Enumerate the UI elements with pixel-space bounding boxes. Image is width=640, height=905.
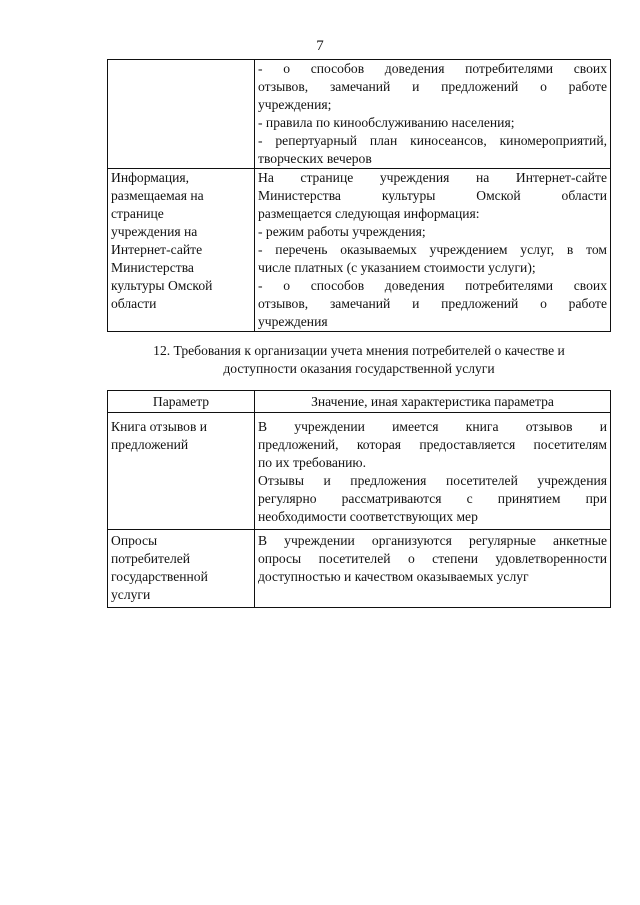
table-row	[108, 60, 611, 169]
text-line: по их требованию.	[258, 455, 366, 470]
text-line: размещается следующая информация:	[258, 206, 480, 221]
text-line: - о способов доведения потребителями своих	[258, 61, 607, 76]
text-line: странице	[111, 206, 164, 221]
table-header-row	[108, 391, 611, 413]
text-line: Информация,	[111, 170, 190, 185]
text-line: отзывов, замечаний и предложений о работе	[258, 296, 607, 311]
text-line: Опросы	[111, 533, 158, 548]
text-line: учреждения на	[111, 224, 198, 239]
column-header-value: Значение, иная характеристика параметра	[255, 391, 611, 413]
feedback-table-value-cell	[255, 530, 611, 608]
text-line: размещаемая на	[111, 188, 204, 203]
text-line: На странице учреждения на Интернет-сайте	[258, 170, 607, 185]
page-number: 7	[316, 38, 324, 54]
text-line: предложений	[111, 437, 189, 452]
info-table-value-cell	[255, 60, 611, 169]
info-table	[107, 59, 611, 332]
feedback-table-param-cell	[108, 413, 255, 530]
text-line: потребителей	[111, 551, 191, 566]
feedback-table	[107, 390, 611, 608]
text-line: государственной	[111, 569, 208, 584]
text-line: учреждения;	[258, 97, 332, 112]
info-table-value-cell	[255, 169, 611, 332]
text-line: Министерства	[111, 260, 194, 275]
section-heading-line: доступности оказания государственной услуги	[223, 361, 495, 376]
table-row	[108, 169, 611, 332]
feedback-table-value-cell	[255, 413, 611, 530]
text-line: учреждения	[258, 314, 328, 329]
text-line: В учреждении имеется книга отзывов и	[258, 419, 607, 434]
table-row	[108, 413, 611, 530]
text-line: - репертуарный план киносеансов, киномероприятий,	[258, 133, 607, 148]
text-line: числе платных (с указанием стоимости услуги);	[258, 260, 536, 275]
text-line: доступностью и качеством оказываемых услуг	[258, 569, 529, 584]
section-heading	[107, 342, 611, 378]
section-heading-line: 12. Требования к организации учета мнения потребителей о качестве и	[153, 343, 565, 358]
info-table-param-cell	[108, 169, 255, 332]
table-row	[108, 530, 611, 608]
text-line: - правила по кинообслуживанию населения;	[258, 115, 515, 130]
text-line: услуги	[111, 587, 151, 602]
text-line: Книга отзывов и	[111, 419, 208, 434]
text-line: культуры Омской	[111, 278, 213, 293]
text-line: опросы посетителей о степени удовлетворенности	[258, 551, 607, 566]
info-table-param-cell	[108, 60, 255, 169]
text-line: Интернет-сайте	[111, 242, 203, 257]
text-line: - о способов доведения потребителями своих	[258, 278, 607, 293]
text-line: регулярно рассматриваются с принятием при	[258, 491, 607, 506]
text-line: области	[111, 296, 157, 311]
text-line: Отзывы и предложения посетителей учреждения	[258, 473, 607, 488]
column-header-parameter: Параметр	[108, 391, 255, 413]
text-line: необходимости соответствующих мер	[258, 509, 478, 524]
text-line: В учреждении организуются регулярные анкетные	[258, 533, 607, 548]
text-line: - перечень оказываемых учреждением услуг, в том	[258, 242, 607, 257]
feedback-table-param-cell	[108, 530, 255, 608]
text-line: Министерства культуры Омской области	[258, 188, 607, 203]
text-line: предложений, которая предоставляется посетителям	[258, 437, 607, 452]
text-line: - режим работы учреждения;	[258, 224, 426, 239]
text-line: отзывов, замечаний и предложений о работе	[258, 79, 607, 94]
text-line: творческих вечеров	[258, 151, 372, 166]
